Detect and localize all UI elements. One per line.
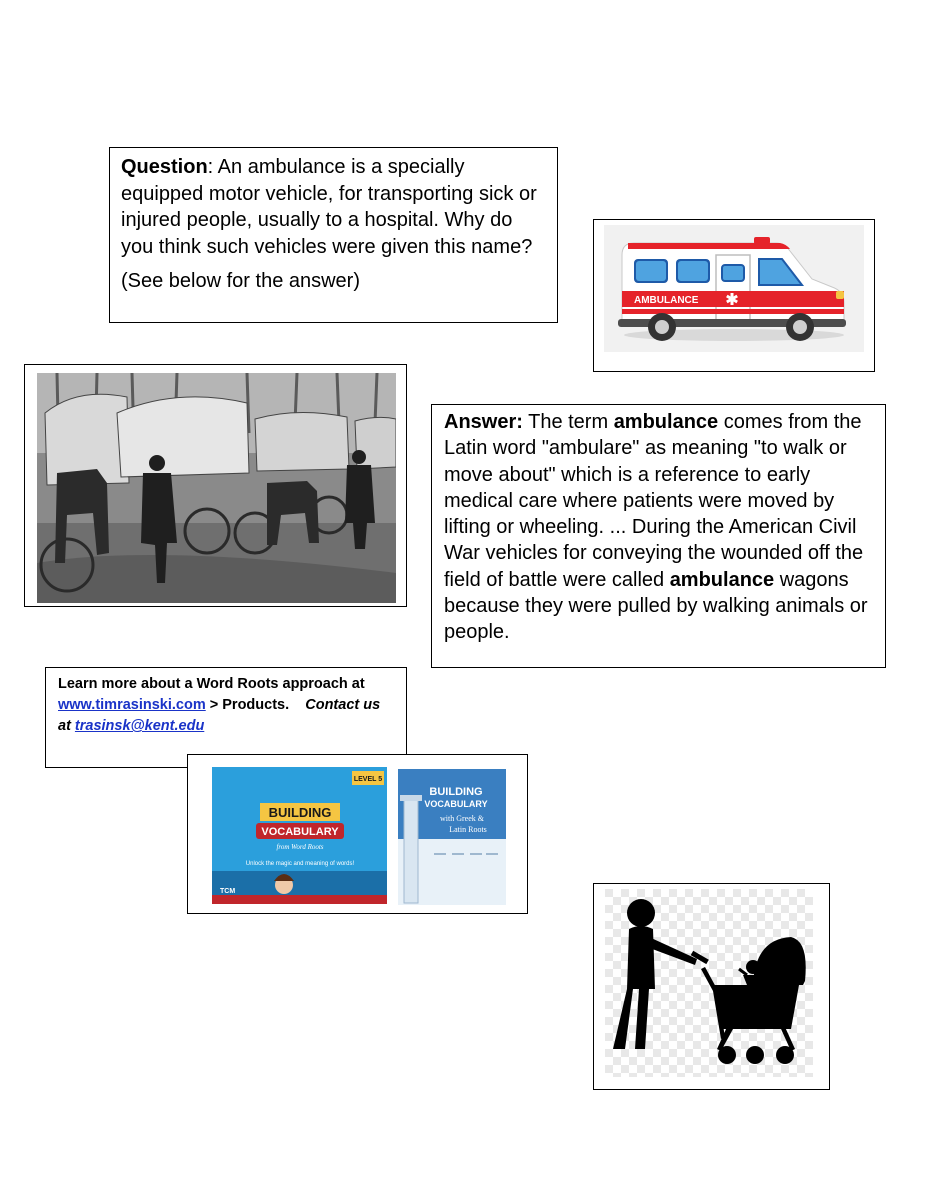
book-cover-word-roots (212, 767, 387, 904)
book-cover-greek-latin-roots (398, 769, 506, 905)
question-label: Question (121, 156, 208, 178)
ambulance-label: AMBULANCE (634, 295, 699, 306)
learn-more-text (58, 674, 396, 737)
book1-subtitle: from Word Roots (276, 843, 324, 851)
book-cover-greek-latin-icon (398, 769, 506, 905)
contact-text: Contact us at (58, 697, 381, 734)
book2-title-2: VOCABULARY (424, 799, 488, 809)
book2-subtitle-2: Latin Roots (449, 825, 487, 834)
learn-more-products: > Products. (205, 697, 306, 713)
answer-term-2: ambulance (669, 568, 775, 591)
question-box (109, 147, 558, 323)
learn-more-box (45, 667, 407, 768)
stroller-image-frame (593, 883, 830, 1090)
learn-more-intro: Learn more about a Word Roots approach at (58, 676, 365, 692)
person-pushing-stroller-icon (605, 889, 813, 1077)
question-body: : An ambulance is a specially equipped motor vehicle, for transporting sick or injured people, usually to a hospital. Why do you think such vehicles were given this name? (121, 156, 537, 258)
ambulance-image-frame (593, 219, 875, 372)
book1-title-2: VOCABULARY (261, 826, 339, 838)
question-note: (See below for the answer) (121, 270, 361, 292)
stroller-image (605, 889, 813, 1077)
book2-subtitle-1: with Greek & (440, 814, 484, 823)
website-link[interactable]: www.timrasinski.com (58, 697, 206, 713)
ambulance-icon (604, 225, 864, 352)
book1-level: LEVEL 5 (353, 776, 383, 783)
answer-term-1: ambulance (613, 411, 719, 433)
answer-box (431, 404, 886, 668)
book-cover-word-roots-icon (212, 767, 387, 904)
answer-text (444, 409, 873, 646)
book-covers-frame (187, 754, 528, 914)
answer-label: Answer: (444, 411, 523, 433)
civil-war-wagon-photo (37, 373, 396, 603)
answer-text-part-3: wagons because they were pulled by walking animals or people. (444, 568, 868, 644)
book1-title-1: BUILDING (268, 805, 332, 820)
civil-war-wagon-photo-frame (24, 364, 407, 607)
question-text (121, 154, 547, 260)
email-link[interactable]: trasinsk@kent.edu (74, 718, 205, 734)
ambulance-image (604, 225, 864, 352)
book1-tagline: Unlock the magic and meaning of words! (245, 861, 355, 867)
book2-title-1: BUILDING (429, 786, 483, 798)
answer-text-part-1: The term (522, 411, 614, 433)
answer-text-part-2: comes from the Latin word "ambulare" as meaning "to walk or move about" which is a reference to early medical care where patients were moved by lifting or wheeling. ... During the American Civil War vehicles for conveying the wounded off the field of battle were called (444, 411, 864, 591)
wagon-photo-icon (37, 373, 396, 603)
book1-publisher: TCM (220, 888, 236, 895)
